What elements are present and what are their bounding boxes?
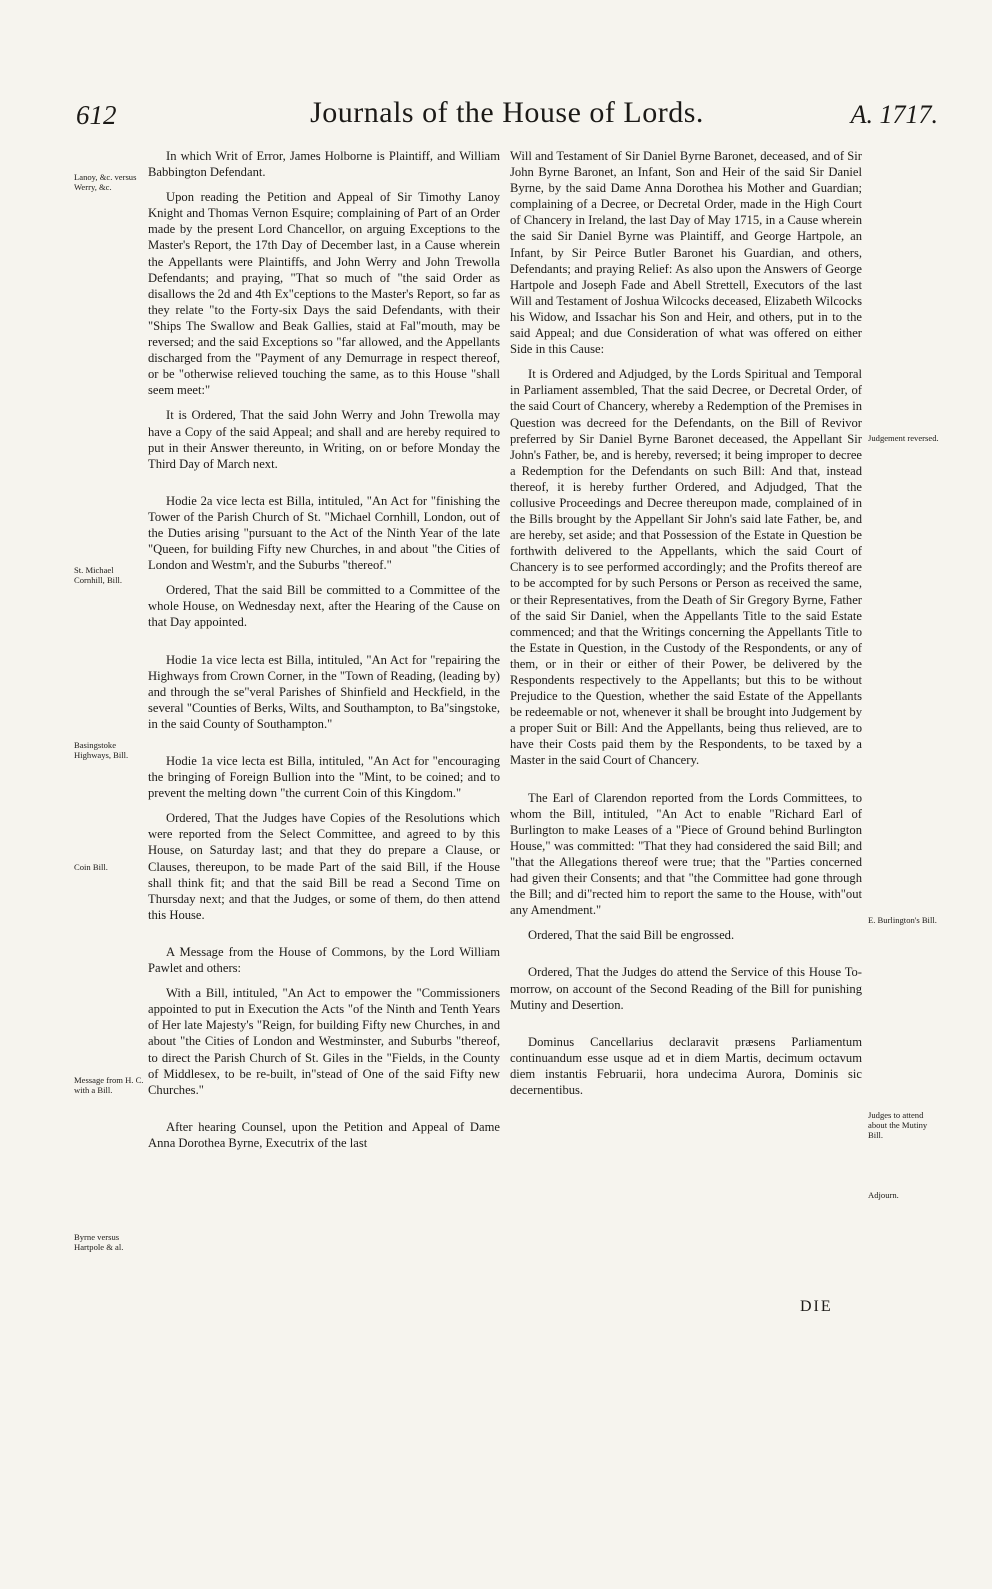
margin-note-adjourn: Adjourn.: [868, 1190, 899, 1200]
paragraph: Upon reading the Petition and Appeal of Sir Timothy Lanoy Knight and Thomas Vernon Esquire; complaining of Part of an Order made by the present Lord Chancellor, on arguing Exceptions to the Master's Report, the 17th Day of December last, in a Cause wherein the Appellants were Plaintiffs, and John Werry and John Trewolla Defendants; and praying, "That so much of "the said Order as disallows the 2d and 4th Ex"ceptions to the Master's Report, so far as they relate "to the Forty-six Days the said Defendants, with their "Ships The Swallow and Beak Gallies, staid at Fal"mouth, may be reversed; and the said Exceptions so "far allowed, and the Appellants discharged from the "Payment of any Demurrage in respect thereof, or be "otherwise relieved touching the same, as to this House "shall seem meet:": [148, 190, 500, 398]
journal-title: Journals of the House of Lords.: [310, 96, 704, 129]
paragraph: Hodie 2a vice lecta est Billa, intituled, "An Act for "finishing the Tower of the Parish Church of St. "Michael Cornhill, London, out of the Duties arising "pursuant to the Act of the Ninth Year of the late "Queen, for building Fifty new Churches, in and about "the Cities of London and Westm'r, and the Suburbs "thereof.": [148, 493, 500, 573]
paragraph: It is Ordered and Adjudged, by the Lords Spiritual and Temporal in Parliament assembled, That the said Decree, or Decretal Order, of the said Court of Chancery, whereby a Redemption of the Premises in Question was decreed for the Defendants, on the Bill of Revivor preferred by Sir Daniel Byrne Baronet deceased, the Appellant Sir John's Father, be, and is hereby, reversed; it being improper to decree a Redemption for the Defendants on such Bill: And that, instead thereof, it is hereby further Ordered, and Adjudged, That the collusive Proceedings and Decree thereupon made, complained of in the Bills brought by the Appellant Sir John's said late Father, be, and are hereby, set aside; and that Possession of the Estate in Question be forthwith delivered to the Appellants, which the said Court of Chancery is to see performed accordingly; and the Profits thereof are to be accompted for by such Persons or Person as received the same, or their Representatives, from the Death of Sir Gregory Byrne, Father of the said Sir Daniel, when the Appellants Title to the said Estate commenced; and that the Writings concerning the Appellants Title to the Estate in Question, in the Custody of the Respondents, or any of them, or in their or either of their Power, be delivered by the Respondents respectively to the Appellants; but this to be without Prejudice to the Question, whether the said Estate of the Appellants be redeemable or not, whenever it shall be brought into Judgement by a proper Suit or Bill: And the Appellants, being thus relieved, are to have their Costs paid them by the Respondents, to be taxed by a Master in the said Court of Chancery.: [510, 367, 862, 768]
margin-note-coin-bill: Coin Bill.: [74, 862, 108, 872]
margin-note-lanoy: Lanoy, &c. versus Werry, &c.: [74, 172, 137, 192]
paragraph: Ordered, That the said Bill be committed to a Committee of the whole House, on Wednesday next, after the Hearing of the Cause on that Day appointed.: [148, 583, 500, 630]
page-number: 612: [76, 100, 117, 130]
margin-note-message: Message from H. C. with a Bill.: [74, 1075, 144, 1095]
paragraph: After hearing Counsel, upon the Petition and Appeal of Dame Anna Dorothea Byrne, Executrix of the last: [148, 1119, 500, 1150]
paragraph: Hodie 1a vice lecta est Billa, intituled, "An Act for "repairing the Highways from Crown Corner, in the "Town of Reading, (leading by) and through the se"veral Parishes of Shinfield and Heckfield, in the several "Counties of Berks, Wilts, and Southampton, to Ba"singstoke, in the said County of Southampton.": [148, 652, 500, 731]
paragraph: It is Ordered, That the said John Werry and John Trewolla may have a Copy of the said Appeal; and shall and are hereby required to put in their Answer thereunto, in Writing, on or before Monday the Third Day of March next.: [148, 408, 500, 471]
paragraph: A Message from the House of Commons, by the Lord William Pawlet and others:: [148, 944, 500, 976]
margin-note-basingstoke: Basingstoke Highways, Bill.: [74, 740, 129, 760]
paragraph: Ordered, That the Judges do attend the Service of this House To-morrow, on account of the Second Reading of the Bill for punishing Mutiny and Desertion.: [510, 965, 862, 1012]
paragraph: Ordered, That the Judges have Copies of the Resolutions which were reported from the Select Committee, and agreed to by this House, on Saturday last; and that they do prepare a Clause, or Clauses, thereupon, to be made Part of the said Bill, if the House shall think fit; and that the said Bill be read a Second Time on Thursday next; and that the Judges, or some of them, do then attend this House.: [148, 811, 500, 922]
paragraph: Hodie 1a vice lecta est Billa, intituled, "An Act for "encouraging the bringing of Foreign Bullion into the "Mint, to be coined; and to prevent the melting down "the current Coin of this Kingdom.": [148, 754, 500, 801]
right-column: [510, 148, 862, 1107]
paragraph: Ordered, That the said Bill be engrossed.: [528, 928, 735, 943]
paragraph: Dominus Cancellarius declaravit præsens Parliamentum continuandum esse usque ad et in diem Martis, decimum octavum diem instantis Februarii, hora undecima Aurora, Dominis sic decernentibus.: [510, 1034, 862, 1097]
margin-note-byrne: Byrne versus Hartpole & al.: [74, 1232, 124, 1252]
paragraph: With a Bill, intituled, "An Act to empower the "Commissioners appointed to put in Execution the Acts "of the Ninth and Tenth Years of Her late Majesty's "Reign, for building Fifty new Churches, in and about "the Cities of London and Westminster, and Suburbs "thereof, to direct the Parish Church of St. Giles in the "Fields, in the County of Middlesex, to be re-built, in"stead of One of the said Fifty new Churches.": [148, 986, 500, 1097]
margin-note-judges: Judges to attend about the Mutiny Bill.: [868, 1110, 928, 1140]
paragraph: The Earl of Clarendon reported from the Lords Committees, to whom the Bill, intituled, "An Act to enable "Richard Earl of Burlington to make Leases of a "Piece of Ground behind Burlington House," was committed: "That they had considered the said Bill; and "that the Allegations thereof were true; that the "Parties concerned had given their Consents; and that "the Committee had gone through the Bill; and di"rected him to report the same to the House, with"out any Amendment.": [510, 790, 862, 918]
catchword: DIE: [800, 1298, 833, 1315]
margin-note-burlington: E. Burlington's Bill.: [868, 915, 937, 925]
margin-note-judgement: Judgement reversed.: [868, 433, 939, 443]
left-column: [148, 148, 500, 1160]
margin-note-st-michael: St. Michael Cornhill, Bill.: [74, 565, 122, 585]
paragraph: Will and Testament of Sir Daniel Byrne Baronet, deceased, and of Sir John Byrne Baronet, an Infant, Son and Heir of the said Sir Daniel Byrne, by the said Dame Anna Dorothea his Mother and Guardian; complaining of a Decree, or Decretal Order, made in the High Court of Chancery in Ireland, the last Day of May 1715, in a Cause wherein the said Sir Daniel Byrne was Plaintiff, and George Hartpole, an Infant, by Sir Peirce Butler Baronet his Guardian, and others, Defendants; and praying Relief: As also upon the Answers of George Hartpole and Joseph Fade and Abell Strettell, Executors of the last Will and Testament of Joshua Wilcocks deceased, Elizabeth Wilcocks his Widow, and Issachar his Son and Heir, and others, put in to the said Appeal; and due Consideration of what was offered on either Side in this Cause:: [510, 149, 862, 357]
page-header: [76, 96, 938, 136]
paragraph: In which Writ of Error, James Holborne is Plaintiff, and William Babbington Defendant.: [148, 149, 500, 180]
journal-year: A. 1717.: [850, 100, 938, 129]
